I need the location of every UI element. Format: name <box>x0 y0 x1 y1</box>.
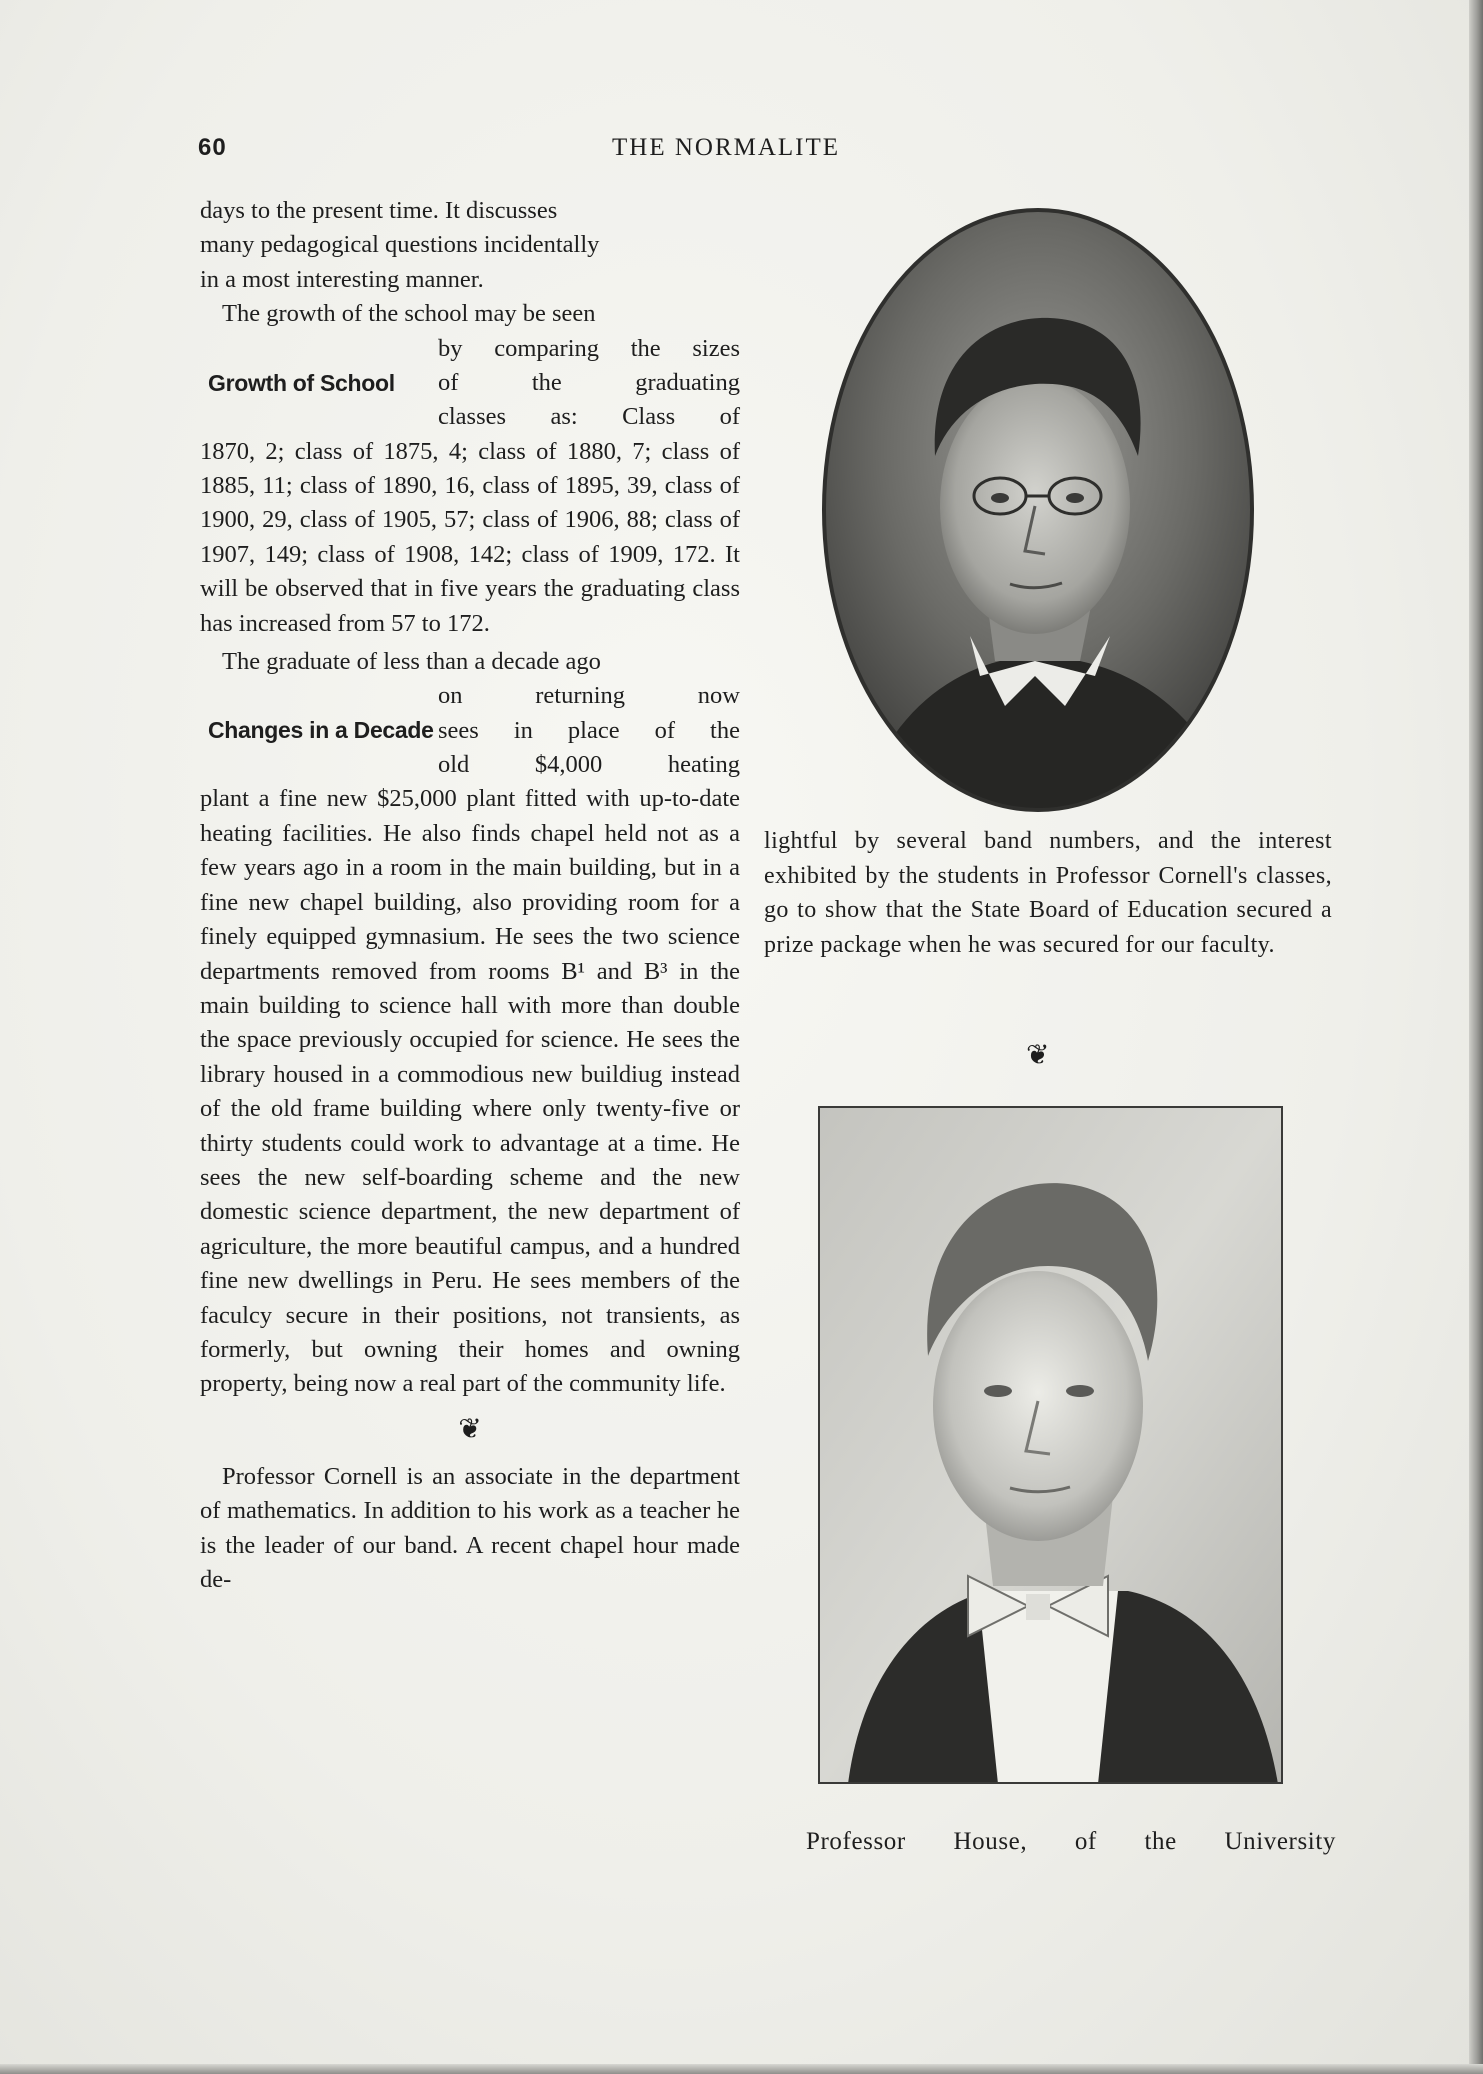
photo-caption <box>806 1828 1336 1856</box>
growth-side-head: Growth of School <box>208 369 395 396</box>
caption-word: University <box>1224 1828 1336 1855</box>
intro-line: in a most interesting manner. <box>200 265 484 293</box>
portrait-cornell-oval <box>820 206 1257 814</box>
right-column <box>764 824 1332 962</box>
side-line: by comparing the sizes <box>438 334 740 362</box>
cornell-paragraph: Professor Cornell is an associate in the department of mathematics. In addition to his work as a teacher he is the leader of our band. A recent chapel hour made de- <box>200 1462 740 1593</box>
growth-sidehead-block <box>200 332 740 435</box>
side-line: of the graduating <box>438 369 740 397</box>
ornament-leaf-icon: ❦ <box>458 1413 482 1445</box>
changes-side-head: Changes in a Decade <box>208 717 434 744</box>
changes-paragraph-lead: The graduate of less than a decade ago <box>222 648 601 676</box>
page-edge-bottom <box>0 2064 1483 2074</box>
caption-word: of <box>1074 1828 1097 1855</box>
growth-paragraph-body: 1870, 2; class of 1875, 4; class of 1880, 7; class of 1885, 11; class of 1890, 16, class of 1895, 39, class of 1900, 29, class of 1905, 57; class of 1906, 88; class of 1907, 149; class of 1908, 142; class of 1909, 172. It will be observed that in five years the graduating class has increased from 57 to 172. <box>200 437 740 637</box>
cornell-continuation-paragraph: lightful by several band numbers, and the interest exhibited by the students in Professor Cornell's classes, go to show that the State Board of Education secured a prize package when he was secured for our faculty. <box>764 828 1332 958</box>
caption-word: House, <box>953 1828 1028 1855</box>
changes-sidehead-block <box>200 679 740 782</box>
page-edge-right <box>1469 0 1483 2074</box>
intro-paragraph <box>200 194 740 297</box>
side-line: old $4,000 heating <box>438 751 740 779</box>
intro-line: days to the present time. It discusses <box>200 197 558 224</box>
running-head: THE NORMALITE <box>612 134 841 161</box>
growth-paragraph-lead: The growth of the school may be seen <box>222 300 596 328</box>
page-number: 60 <box>198 134 227 161</box>
side-line: classes as: Class of <box>438 403 740 431</box>
ornament-leaf-icon-right: ❦ <box>1026 1040 1050 1071</box>
caption-word: Professor <box>806 1828 906 1855</box>
left-column <box>200 194 740 1597</box>
growth-side-lines <box>438 332 740 435</box>
changes-paragraph-body: plant a fine new $25,000 plant fitted with up-to-date heating facilities. He also finds chapel held not as a few years ago in a room in the main building, but in a fine new chapel building, also providing room for a finely equipped gymnasium. He sees the two science departments removed from rooms B¹ and B³ in the main building to science hall with more than double the space previously occupied for science. He sees the library housed in a commodious new buildiug instead of the old frame building where only twenty-five or thirty students could work to advantage at a time. He sees the new self-boarding scheme and the new domestic science department, the new department of agriculture, the more beautiful campus, and a hundred fine new dwellings in Peru. He sees members of the faculcy secure in their positions, not transients, as formerly, but owning their homes and owning property, being now a real part of the community life. <box>200 785 740 1398</box>
portrait-house-photo <box>818 1106 1283 1784</box>
side-line: on returning now <box>438 682 740 710</box>
changes-side-lines <box>438 679 740 782</box>
intro-line: many pedagogical questions incidentally <box>200 231 600 259</box>
caption-word: the <box>1144 1828 1177 1855</box>
side-line: sees in place of the <box>438 716 740 744</box>
